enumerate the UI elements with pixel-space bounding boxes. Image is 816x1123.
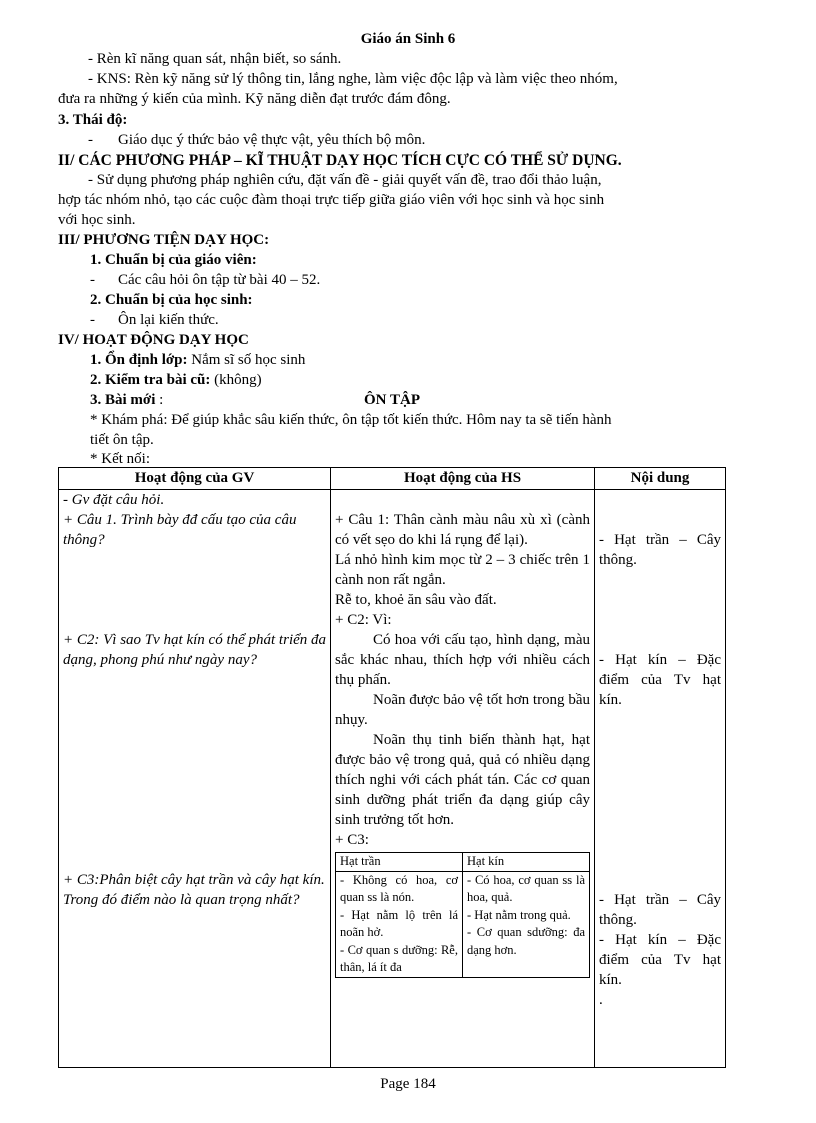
teacher-prep-dash: - (90, 272, 95, 288)
gv-question-1: + Câu 1. Trình bày đđ cấu tạo của câu thông? (63, 512, 297, 548)
content-column (595, 490, 726, 1068)
attitude-dash: - (88, 132, 93, 148)
section-2-line-2: hợp tác nhóm nhỏ, tạo các cuộc đàm thoại trực tiếp giữa giáo viên với học sinh và học sinh (58, 192, 605, 208)
content-answer-3c: . (599, 992, 603, 1008)
content-answer-1: - Hạt trần – Cây thông. (599, 532, 721, 568)
old-lesson-check-line (90, 371, 262, 390)
angiosperm-point-3: - Cơ quan sdưỡng: đa dạng hơn. (467, 925, 585, 957)
section-4-title: IV/ HOẠT ĐỘNG DẠY HỌC (58, 332, 249, 348)
comparison-row (336, 871, 590, 977)
header-gv: Hoạt động của GV (59, 468, 331, 490)
new-lesson-colon: : (155, 392, 164, 408)
explore-line-1: * Khám phá: Để giúp khắc sâu kiến thức, ôn tập tốt kiến thức. Hôm nay ta sẽ tiến hành (90, 412, 612, 428)
comparison-header-angiosperm: Hạt kín (463, 853, 590, 872)
comparison-gymnosperm-cell (336, 871, 463, 977)
table-row (59, 490, 726, 1068)
activity-table (58, 467, 726, 1068)
hs-answer-1c: Rễ to, khoẻ ăn sâu vào đất. (335, 592, 497, 608)
old-lesson-check-label: 2. Kiểm tra bài cũ: (90, 372, 211, 388)
student-prep-item: Ôn lại kiến thức. (118, 312, 219, 328)
new-lesson-line (90, 391, 163, 410)
stable-class-text: Nắm sĩ số học sinh (187, 352, 306, 368)
comparison-table (335, 852, 590, 978)
stable-class-line (90, 351, 305, 370)
content-answer-3b: - Hạt kín – Đặc điểm của Tv hạt kín. (599, 932, 721, 988)
hs-answer-1: + Câu 1: Thân cành màu nâu xù xì (cành có vết sẹo do khi lá rụng để lại). (335, 512, 590, 548)
table-header-row (59, 468, 726, 490)
stable-class-label: 1. Ổn định lớp: (90, 352, 188, 368)
teacher-prep-heading: 1. Chuẩn bị của giáo viên: (90, 252, 257, 268)
gymnosperm-point-3: - Cơ quan s dưỡng: Rễ, thân, lá ít đa (340, 942, 458, 974)
page-header: Giáo án Sinh 6 (360, 31, 456, 47)
comparison-header-row (336, 853, 590, 872)
comparison-header-gymnosperm: Hạt trần (336, 853, 463, 872)
gv-intro: - Gv đặt câu hỏi. (63, 492, 165, 508)
gv-question-3: + C3:Phân biệt cây hạt trần và cây hạt kín. Trong đó điểm nào là quan trọng nhất? (63, 872, 325, 908)
skill-line: - Rèn kĩ năng quan sát, nhận biết, so sánh. (88, 51, 342, 67)
old-lesson-check-text: (không) (210, 372, 262, 388)
content-answer-3a: - Hạt trần – Cây thông. (599, 892, 721, 928)
hs-answer-2-p2: Noãn được bảo vệ tốt hơn trong bầu nhụy. (335, 692, 590, 728)
connect-line: * Kết nối: (90, 451, 150, 467)
hs-answer-3: + C3: (335, 832, 369, 848)
hs-column (331, 490, 595, 1068)
page-number: Page 184 (380, 1076, 436, 1092)
gymnosperm-point-1: - Không có hoa, cơ quan ss là nón. (340, 872, 458, 904)
attitude-heading: 3. Thái độ: (58, 112, 128, 128)
comparison-angiosperm-cell (463, 871, 590, 977)
teacher-prep-item: Các câu hỏi ôn tập từ bài 40 – 52. (118, 272, 321, 288)
header-content: Nội dung (595, 468, 726, 490)
hs-answer-2-p3: Noãn thụ tinh biến thành hạt, hạt được bảo vệ trong quả, quả có nhiều dạng thích nghi với cách phát tán. Các cơ quan sinh dưỡng phát triển đa dạng giúp cây sinh trưởng tốt hơn. (335, 732, 590, 828)
student-prep-heading: 2. Chuẩn bị của học sinh: (90, 292, 253, 308)
angiosperm-point-2: - Hạt nằm trong quả. (467, 907, 571, 922)
explore-line-2: tiết ôn tập. (90, 432, 154, 448)
new-lesson-label: 3. Bài mới (90, 392, 156, 408)
section-2-line-3: với học sinh. (58, 212, 136, 228)
section-2-title: II/ CÁC PHƯƠNG PHÁP – KĨ THUẬT DẠY HỌC TÍCH CỰC CÓ THỂ SỬ DỤNG. (58, 152, 622, 169)
attitude-text: Giáo dục ý thức bảo vệ thực vật, yêu thích bộ môn. (118, 132, 426, 148)
gymnosperm-point-2: - Hạt nằm lộ trên lá noãn hở. (340, 907, 458, 939)
angiosperm-point-1: - Có hoa, cơ quan ss là hoa, quả. (467, 872, 585, 904)
kns-line-2: đưa ra những ý kiến của mình. Kỹ năng diễn đạt trước đám đông. (58, 91, 451, 107)
lesson-title: ÔN TẬP (364, 392, 420, 408)
section-2-line-1: - Sử dụng phương pháp nghiên cứu, đặt vấn đề - giải quyết vấn đề, trao đổi thảo luận, (88, 172, 602, 188)
content-answer-2: - Hạt kín – Đặc điểm của Tv hạt kín. (599, 652, 721, 708)
hs-answer-1b: Lá nhỏ hình kim mọc từ 2 – 3 chiếc trên 1 cành non rất ngắn. (335, 552, 590, 588)
hs-answer-2-p1: Có hoa với cấu tạo, hình dạng, màu sắc khác nhau, thích hợp với nhiều cách thụ phấn. (335, 632, 590, 688)
gv-column (59, 490, 331, 1068)
section-3-title: III/ PHƯƠNG TIỆN DẠY HỌC: (58, 232, 270, 248)
kns-line-1: - KNS: Rèn kỹ năng sử lý thông tin, lắng nghe, làm việc độc lập và làm việc theo nhóm, (88, 71, 618, 87)
gv-question-2: + C2: Vì sao Tv hạt kín có thể phát triển đa dạng, phong phú như ngày nay? (63, 632, 327, 668)
student-prep-dash: - (90, 312, 95, 328)
hs-answer-2: + C2: Vì: (335, 612, 392, 628)
header-hs: Hoạt động của HS (331, 468, 595, 490)
